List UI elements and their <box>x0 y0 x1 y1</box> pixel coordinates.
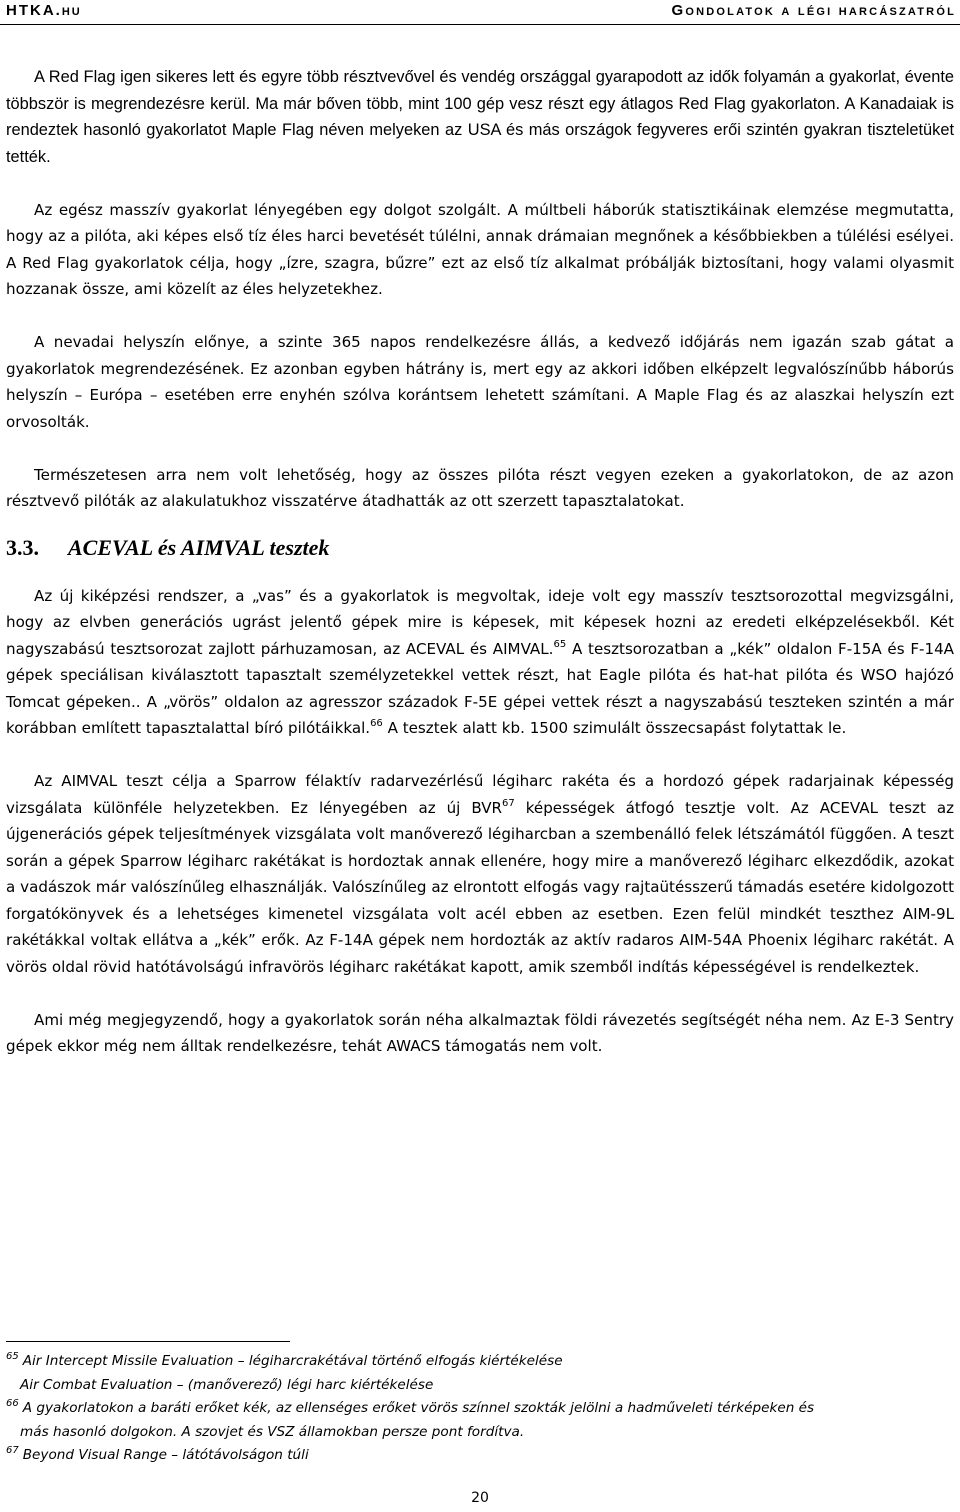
footnote-text: A gyakorlatokon a baráti erőket kék, az ellenséges erőket vörös színnel szokták jelölni a hadműveleti térképeken és <box>22 1400 815 1416</box>
footnote <box>6 1374 956 1398</box>
footnote <box>6 1397 956 1421</box>
page-header <box>0 0 960 25</box>
paragraph: A nevadai helyszín előnye, a szinte 365 napos rendelkezésre állás, a kedvező időjárás nem igazán szab gátat a gyakorlatok megrendezésének. Ez azonban egyben hátrány is, mert egy az akkori időben elképzelt legvalószínűbb háborús helyszín – Európa – esetében erre enyhén szólva korántsem lehetett számítani. A Maple Flag és az alaszkai helyszín ezt orvosolták. <box>6 333 954 431</box>
paragraph: Ami még megjegyzendő, hogy a gyakorlatok során néha alkalmaztak földi rávezetés segítségét néha nem. Az E-3 Sentry gépek ekkor még nem álltak rendelkezésre, tehát AWACS támogatás nem volt. <box>6 1010 954 1055</box>
footnote-text: Air Intercept Missile Evaluation – légiharcrakétával történő elfogás kiértékelése <box>22 1353 563 1369</box>
document-body <box>6 64 954 1060</box>
paragraph <box>6 768 954 980</box>
section-heading <box>6 535 954 561</box>
paragraph: Az egész masszív gyakorlat lényegében egy dolgot szolgált. A múltbeli háborúk statisztikáinak elemzése megmutatta, hogy az a pilóta, aki képes első tíz éles harci bevetését túlélni, annak drámaian megnőnek a későbbiekben a túlélési esélyei. A Red Flag gyakorlatok célja, hogy „ízre, szagra, bűzre” ezt az első tíz alkalmat próbálják biztosítani, hogy valami olyasmit hozzanak össze, ami közelít az éles helyzetekhez. <box>6 200 954 298</box>
footnote-text: más hasonló dolgokon. A szovjet és VSZ államokban persze pont fordítva. <box>20 1423 525 1440</box>
section-title: ACEVAL és AIMVAL tesztek <box>68 534 330 560</box>
footnote-ref[interactable]: 65 <box>553 638 567 650</box>
paragraph-text: Az új kiképzési rendszer, a „vas” és a gyakorlatok is megvoltak, ideje volt egy masszív tesztsorozottal megvizsgálni, hogy az elvben generációs ugrást jelentő gépek mire is képesek, mit képesek hozni az eredeti elképzelésekből. Két nagyszabású tesztsorozat zajlott párhuzamosan, az ACEVAL és AIMVAL. <box>6 586 954 658</box>
footnote-mark: 67 <box>6 1445 19 1456</box>
paragraph <box>6 583 954 742</box>
paragraph-text: képességek átfogó tesztje volt. Az ACEVAL teszt az újgenerációs gépek teljesítmények vizsgálata volt manőverező légiharcban a szembenálló felek létszámától függően. A teszt során a gépek Sparrow légiharc rakétákat is hordoztak annak ellenére, hogy mire a manőverező légiharc elkezdődik, azokat a vadászok már valószínűleg elhasználják. Valószínűleg az elrontott elfogás vagy rajtaütésszerű támadás esetére kidolgozott forgatókönyvek és a lehetséges kimenetel vizsgálata volt acél ebben az esetben. Ezen felül mindkét teszthez AIM-9L rakétákkal voltak ellátva a „kék” erők. Az F-14A gépek nem hordozták az aktív radaros AIM-54A Phoenix légiharc rakétát. A vörös oldal rövid hatótávolságú infravörös légiharc rakétákat kapott, amik szemből indítás képességével is rendelkeztek. <box>6 798 954 976</box>
footnote-text: Beyond Visual Range – látótávolságon túli <box>22 1447 309 1463</box>
footnote-ref[interactable]: 67 <box>502 797 515 809</box>
footnote <box>6 1444 956 1468</box>
site-name: HTKA.hu <box>6 2 82 19</box>
section-number: 3.3. <box>6 534 39 560</box>
paragraph-text: A tesztsorozatban a „kék” oldalon F-15A és F-14A gépek speciálisan kiválasztott tapasztalt személyzetekkel vettek részt, hat Eagle pilóta és hat-hat pilóta és WSO hajózó Tomcat gépeken.. A „vörös” oldalon az agresszor századok F-5E gépei vettek részt a nagyszabású teszteken szintén a már korábban említett tapasztalattal bíró pilótáikkal. <box>6 639 954 737</box>
footnote-separator <box>6 1341 290 1342</box>
paragraph: Természetesen arra nem volt lehetőség, hogy az összes pilóta részt vegyen ezeken a gyakorlatokon, de az azon résztvevő pilóták az alakulatukhoz visszatérve átadhatták az ott szerzett tapasztalatokat. <box>6 465 954 510</box>
paragraph: A Red Flag igen sikeres lett és egyre több résztvevővel és vendég országgal gyarapodott az idők folyamán a gyakorlat, évente többször is megrendezésre kerül. Ma már bőven több, mint 100 gép vesz részt egy átlagos Red Flag gyakorlaton. A Kanadaiak is rendeztek hasonló gyakorlatot Maple Flag néven melyeken az USA és más országok fegyveres erői szintén gyakran tiszteletüket tették. <box>6 68 954 166</box>
footnote-ref[interactable]: 66 <box>370 718 383 729</box>
paragraph-text: A tesztek alatt kb. 1500 szimulált összecsapást folytattak le. <box>382 719 847 737</box>
page-number: 20 <box>471 1490 489 1506</box>
footnote-mark: 65 <box>6 1351 19 1362</box>
footnote <box>6 1421 956 1445</box>
series-title: Gondolatok a légi harcászatról <box>671 2 956 19</box>
footnote <box>6 1350 956 1374</box>
footnote-mark: 66 <box>6 1398 19 1409</box>
footnotes <box>6 1350 956 1468</box>
paragraph-text: Az AIMVAL teszt célja a Sparrow félaktív radarvezérlésű légiharc rakéta és a hordozó gépek radarjainak képesség vizsgálata különféle helyzetekben. Ez lényegében az új BVR <box>6 772 954 817</box>
footnote-text: Air Combat Evaluation – (manőverező) légi harc kiértékelése <box>20 1376 434 1393</box>
